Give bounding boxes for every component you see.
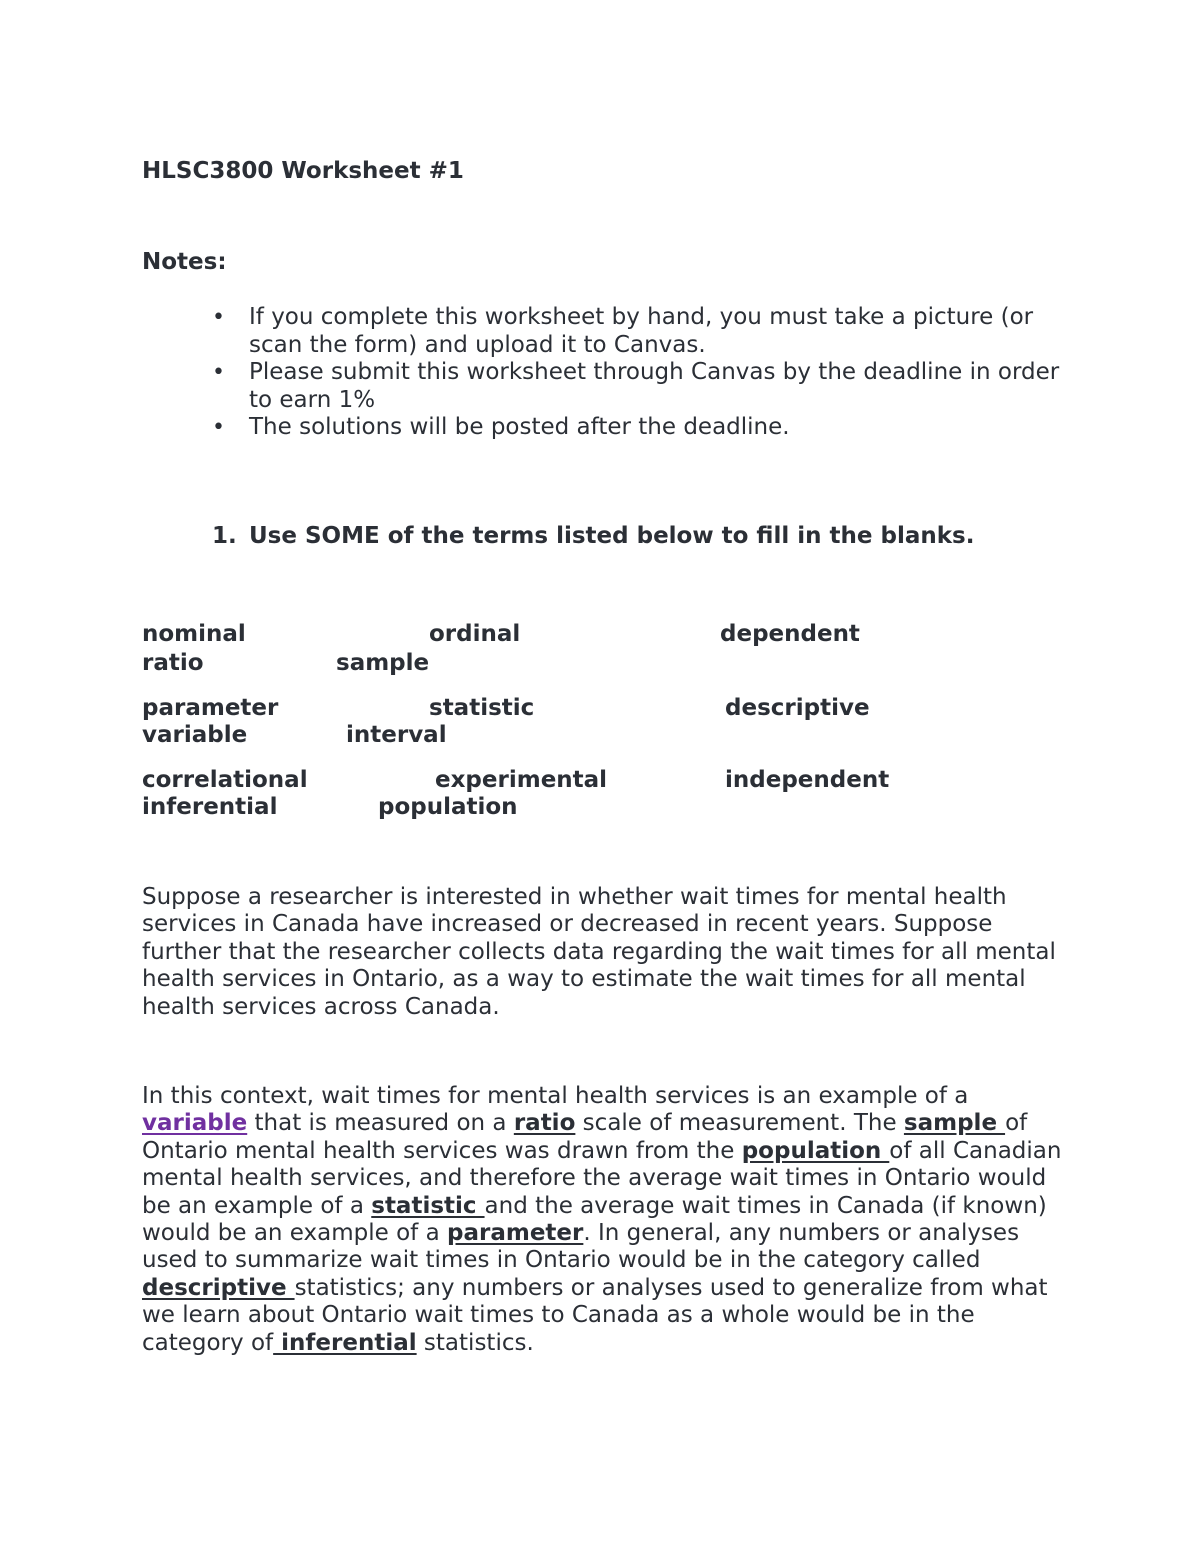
answer-ratio: ratio <box>513 1110 576 1137</box>
note-item <box>0 414 1069 442</box>
answer-variable: variable <box>142 1110 248 1137</box>
answer-descriptive: descriptive <box>142 1274 295 1301</box>
notes-label: Notes: <box>142 249 227 275</box>
answer-inferential: inferential <box>273 1329 417 1356</box>
term-parameter: parameter <box>142 695 279 721</box>
term-descriptive: descriptive <box>725 695 870 721</box>
answer-statistic: statistic <box>371 1192 485 1219</box>
question-1 <box>212 523 974 549</box>
term-statistic: statistic <box>429 695 535 721</box>
worksheet-title: HLSC3800 Worksheet #1 <box>142 158 464 184</box>
paragraph-text: and the average wait times in Canada (if known) would be an example of a <box>142 1192 1047 1247</box>
bullet-icon: • <box>212 305 225 330</box>
answer-parameter: parameter <box>447 1220 584 1247</box>
note-text: The solutions will be posted after the deadline. <box>249 414 790 440</box>
note-text: If you complete this worksheet by hand, you must take a picture (or scan the form) and upload it to Canvas. <box>249 304 1034 358</box>
paragraph-text: scale of measurement. The <box>575 1110 904 1137</box>
scenario-paragraph: Suppose a researcher is interested in whether wait times for mental health services in Canada have increased or decreased in recent years. Suppose further that the researcher collects data regarding the wait times for all mental health services in Ontario, as a way to estimate the wait times for all mental health services across Canada. <box>142 884 1056 1020</box>
answer-population: population <box>741 1137 890 1164</box>
paragraph-text: . In general, any numbers or analyses used to summarize wait times in Ontario would be in the category called <box>142 1220 1020 1274</box>
bullet-icon: • <box>212 360 225 385</box>
term-population: population <box>378 794 518 820</box>
answer-paragraph <box>142 1083 1072 1357</box>
term-ratio: ratio <box>142 650 204 676</box>
term-sample: sample <box>336 650 430 676</box>
paragraph-text: of all Canadian mental health services, and therefore the average wait times in Ontario would be an example of a <box>142 1137 1062 1219</box>
term-experimental: experimental <box>435 767 608 793</box>
term-ordinal: ordinal <box>429 621 521 647</box>
paragraph-text: In this context, wait times for mental health services is an example of a <box>142 1083 969 1109</box>
term-dependent: dependent <box>720 621 860 647</box>
notes-list <box>0 304 1200 442</box>
term-variable: variable <box>142 722 248 748</box>
note-text: Please submit this worksheet through Canvas by the deadline in order to earn 1% <box>249 359 1060 413</box>
term-inferential: inferential <box>142 794 278 820</box>
note-item <box>0 359 1069 414</box>
paragraph-text: statistics. <box>416 1329 534 1356</box>
paragraph-text: that is measured on a <box>247 1110 514 1137</box>
bullet-icon: • <box>212 415 225 440</box>
paragraph-text: statistics; any numbers or analyses used to generalize from what we learn about Ontario wait times to Canada as a whole would be in the category of <box>142 1274 1048 1356</box>
note-item <box>0 304 1069 359</box>
term-nominal: nominal <box>142 621 246 647</box>
question-text: Use SOME of the terms listed below to fill in the blanks. <box>249 523 975 549</box>
term-independent: independent <box>725 767 890 793</box>
answer-sample: sample <box>903 1110 1006 1137</box>
paragraph-text: of Ontario mental health services was drawn from the <box>142 1110 1028 1164</box>
term-correlational: correlational <box>142 767 308 793</box>
question-number: 1. <box>212 523 237 549</box>
term-interval: interval <box>346 722 447 748</box>
